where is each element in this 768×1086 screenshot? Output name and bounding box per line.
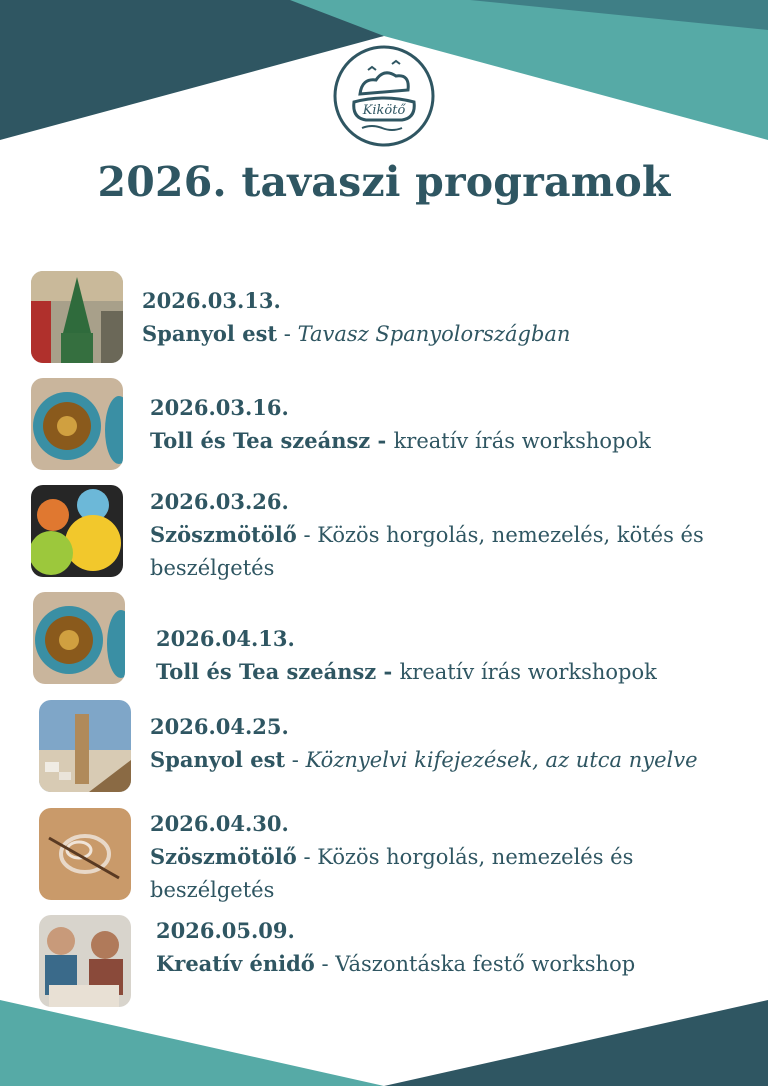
event-3: 2026.03.26. Szöszmötölő - Közös horgolás, nemezelés, kötés és beszélgetés xyxy=(150,485,710,585)
event-4: 2026.04.13. Toll és Tea szeánsz - kreatív írás workshopok xyxy=(156,622,657,689)
event-2: 2026.03.16. Toll és Tea szeánsz - kreatív írás workshopok xyxy=(150,391,651,458)
event-description: kreatív írás workshopok xyxy=(399,660,657,684)
page-title: 2026. tavaszi programok xyxy=(97,158,671,206)
spanish-town-photo xyxy=(39,700,131,792)
kikoto-logo xyxy=(332,44,436,148)
event-5: 2026.04.25. Spanyol est - Köznyelvi kifejezések, az utca nyelve xyxy=(150,710,698,777)
event-name: Szöszmötölő xyxy=(150,522,297,547)
event-6: 2026.04.30. Szöszmötölő - Közös horgolás, nemezelés és beszélgetés xyxy=(150,807,710,907)
tea-bowls-photo xyxy=(31,378,123,470)
event-description: Vászontáska festő workshop xyxy=(335,952,636,976)
event-name: Szöszmötölő xyxy=(150,844,297,869)
event-date: 2026.04.13. xyxy=(156,626,295,651)
event-name: Toll és Tea szeánsz xyxy=(150,428,371,453)
event-name: Toll és Tea szeánsz xyxy=(156,659,377,684)
event-7: 2026.05.09. Kreatív énidő - Vászontáska festő workshop xyxy=(156,914,635,981)
event-description: Tavasz Spanyolországban xyxy=(297,322,571,346)
event-date: 2026.03.13. xyxy=(142,288,281,313)
tea-bowls-photo xyxy=(33,592,125,684)
event-date: 2026.03.26. xyxy=(150,489,289,514)
procession-photo xyxy=(31,271,123,363)
event-date: 2026.04.25. xyxy=(150,714,289,739)
event-name: Kreatív énidő xyxy=(156,951,315,976)
event-description: kreatív írás workshopok xyxy=(393,429,651,453)
event-date: 2026.04.30. xyxy=(150,811,289,836)
event-name: Spanyol est xyxy=(150,747,286,772)
event-1: 2026.03.13. Spanyol est - Tavasz Spanyolországban xyxy=(142,284,570,351)
event-description: Közös horgolás, nemezelés és beszélgetés xyxy=(150,845,634,902)
logo-text: Kikötő xyxy=(362,103,406,118)
event-description: Köznyelvi kifejezések, az utca nyelve xyxy=(305,748,698,772)
event-name: Spanyol est xyxy=(142,321,278,346)
event-date: 2026.03.16. xyxy=(150,395,289,420)
yarn-balls-photo xyxy=(31,485,123,577)
crochet-photo xyxy=(39,808,131,900)
event-date: 2026.05.09. xyxy=(156,918,295,943)
event-description: Közös horgolás, nemezelés, kötés és beszélgetés xyxy=(150,523,704,580)
painting-workshop-photo xyxy=(39,915,131,1007)
